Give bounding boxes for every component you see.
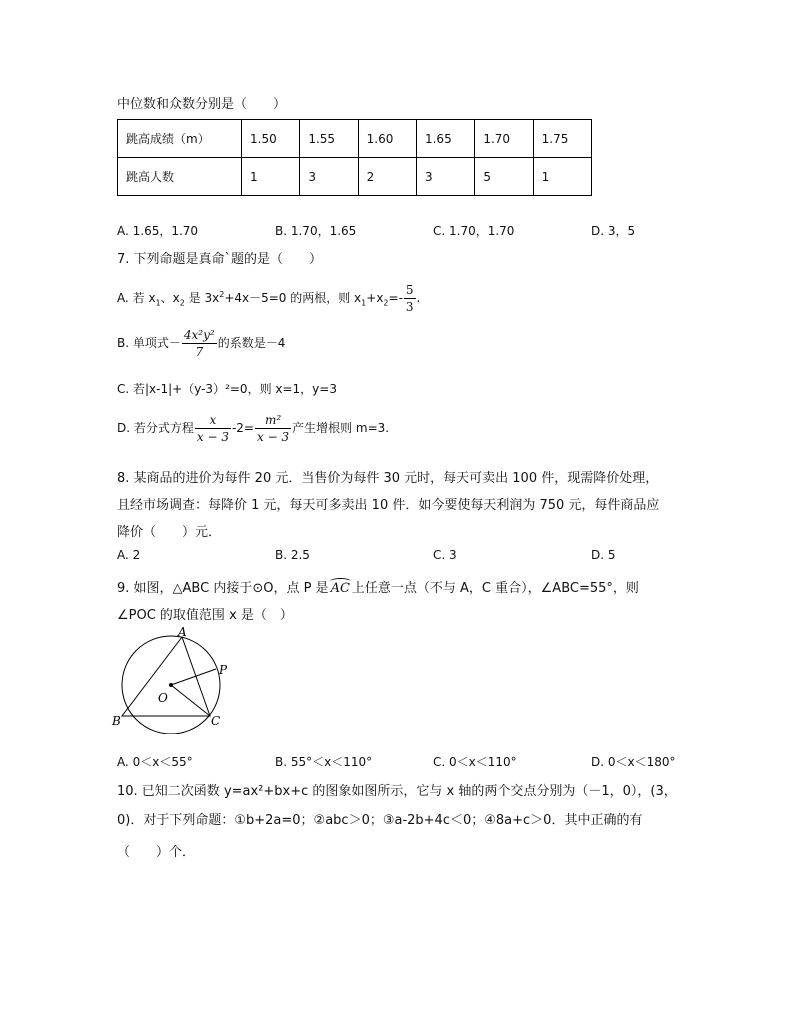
label-p: P: [219, 663, 228, 677]
segment-op: [171, 669, 216, 685]
table-cell: 5: [475, 158, 533, 196]
option-c: C. 1.70，1.70: [433, 224, 515, 238]
table-row: [118, 158, 592, 196]
option-d: D. 5: [591, 548, 616, 562]
label-c: C: [211, 714, 221, 728]
fraction: $\frac{\text{4x²y²}}{7}$: [183, 328, 215, 359]
table-cell: 1: [533, 158, 591, 196]
option-d: D. 3，5: [591, 224, 636, 238]
option-b: B. 2.5: [275, 548, 310, 562]
question-7-stem: 7. 下列命题是真命`题的是（ ）: [117, 252, 323, 267]
question-8-line: 8. 某商品的进价为每件 20 元．当售价为每件 30 元时，每天可卖出 100 件，现需降价处理，: [117, 471, 659, 486]
label-o: O: [158, 691, 168, 705]
table-cell: 2: [358, 158, 416, 196]
fraction: $\frac{x}{x - 3}$: [196, 413, 229, 444]
table-cell: 3: [300, 158, 358, 196]
table-cell: 1.70: [475, 120, 533, 158]
circle-figure: [108, 624, 248, 734]
arc-mark-icon: [330, 578, 351, 585]
question-7-option-c: C. 若|x-1|+（y-3）²=0，则 x=1，y=3: [117, 382, 337, 396]
question-10-line: 10. 已知二次函数 y=ax²+bx+c 的图象如图所示，它与 x 轴的两个交点分别为（－1，0），(3，: [117, 784, 677, 799]
center-point: [169, 683, 173, 687]
table-cell: 3: [416, 158, 474, 196]
table-cell: 1.75: [533, 120, 591, 158]
option-a: A. 2: [117, 548, 141, 562]
table-cell: 1.50: [242, 120, 300, 158]
fraction: $\frac{\text{m²}}{x - 3}$: [257, 413, 290, 444]
option-b: B. 1.70，1.65: [275, 224, 357, 238]
question-9-line: ∠POC 的取值范围 x 是（ ）: [117, 608, 293, 623]
table-row: [118, 120, 592, 158]
option-c: C. 3: [433, 548, 457, 562]
table-cell: 跳高人数: [118, 158, 242, 196]
high-jump-table: [117, 119, 592, 196]
table-cell: 1.55: [300, 120, 358, 158]
question-7-option-b: B. 单项式－ $\frac{\text{4x²y²}}{7}$ 的系数是－4: [117, 328, 286, 359]
fraction: $\frac{5}{3}$: [405, 283, 414, 314]
question-8-line: 且经市场调查：每降价 1 元，每天可多卖出 10 件．如今要使每天利润为 750 元，每件商品应: [117, 498, 660, 513]
table-cell: 1.65: [416, 120, 474, 158]
option-c: C. 0＜x＜110°: [433, 755, 517, 769]
option-a: A. 0＜x＜55°: [117, 755, 193, 769]
question-10-line: （ ）个．: [117, 845, 196, 860]
question-7-option-a: A. 若 $x_1$、$x_2$ 是 $3x^2+4x-5=0$ 的两根，则 $x_1+x_2=-$ $\frac{5}{3}$ .: [117, 283, 421, 314]
option-d: D. 0＜x＜180°: [591, 755, 676, 769]
question-7-option-d: D. 若分式方程 $\frac{x}{x - 3}$ -2= $\frac{\text{m²}}{x - 3}$ 产生增根则 m=3.: [117, 413, 390, 444]
label-b: B: [112, 714, 121, 728]
table-cell: 跳高成绩（m）: [118, 120, 242, 158]
option-a: A. 1.65，1.70: [117, 224, 199, 238]
question-10-line: 0)．对于下列命题：①b+2a=0；②abc＞0；③a-2b+4c＜0；④8a+c＞0．其中正确的有: [117, 813, 643, 828]
arc-ac: AC: [329, 581, 352, 596]
question-9-line: 9. 如图，△ABC 内接于⊙O，点 P 是 AC 上任意一点（不与 A，C 重合），∠ABC=55°，则: [117, 577, 639, 596]
option-b: B. 55°＜x＜110°: [275, 755, 373, 769]
table-cell: 1: [242, 158, 300, 196]
question-6-stem: 中位数和众数分别是（ ）: [117, 97, 287, 112]
table-cell: 1.60: [358, 120, 416, 158]
label-a: A: [178, 625, 187, 639]
question-8-line: 降价（ ）元．: [117, 525, 222, 540]
